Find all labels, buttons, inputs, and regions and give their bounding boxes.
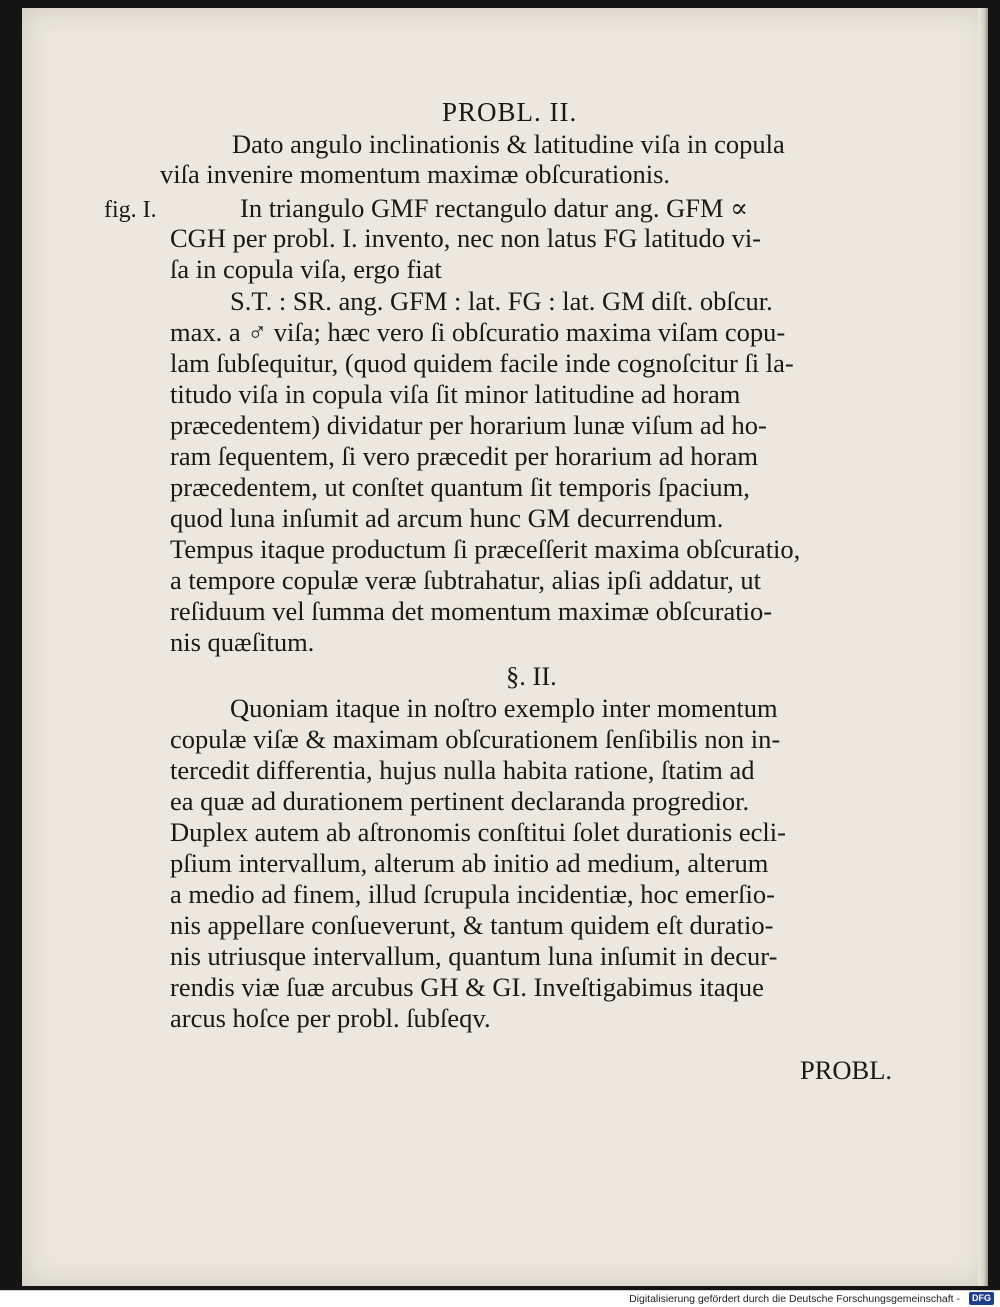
text-line-11: ram ſequentem, ſi vero præcedit per horarium ad horam [170,441,758,471]
text-line-18: Quoniam itaque in noſtro exemplo inter momentum [230,693,778,723]
text-line-20: tercedit differentia, hujus nulla habita ratione, ſtatim ad [170,755,755,785]
text-line-24: a medio ad finem, illud ſcrupula incidentiæ, hoc emerſio- [170,879,775,909]
book-page [22,8,988,1286]
page-edge-shadow [978,8,988,1286]
dfg-logo: DFG [969,1292,994,1305]
text-line-12: præcedentem, ut conſtet quantum ſit temporis ſpacium, [170,472,750,502]
text-line-4: CGH per probl. I. invento, nec non latus FG latitudo vi- [170,223,762,253]
text-line-13: quod luna inſumit ad arcum hunc GM decurrendum. [170,503,724,533]
text-line-26: nis utriusque intervallum, quantum luna inſumit in decur- [170,941,778,971]
text-line-9: titudo viſa in copula viſa ſit minor latitudine ad horam [170,379,741,409]
text-line-3: In triangulo GMF rectangulo datur ang. GFM ∝ [240,193,749,223]
text-line-22: Duplex autem ab aſtronomis conſtitui ſolet durationis ecli- [170,817,786,847]
digitization-footer [0,1290,1000,1307]
page-heading: PROBL. II. [442,97,578,127]
text-line-21: ea quæ ad durationem pertinent declaranda progredior. [170,786,750,816]
text-line-23: pſium intervallum, alterum ab initio ad medium, alterum [170,848,769,878]
text-line-27: rendis viæ ſuæ arcubus GH & GI. Inveſtigabimus itaque [170,972,764,1002]
text-line-8: lam ſubſequitur, (quod quidem facile inde cognoſcitur ſi la- [170,348,794,378]
text-line-6: S.T. : SR. ang. GFM : lat. FG : lat. GM diſt. obſcur. [230,286,773,316]
funding-credit: Digitalisierung gefördert durch die Deutsche Forschungsgemeinschaft - [629,1293,960,1305]
text-line-7: max. a ♂ viſa; hæc vero ſi obſcuratio maxima viſam copu- [170,317,786,347]
text-line-15: a tempore copulæ veræ ſubtrahatur, alias ipſi addatur, ut [170,565,762,595]
text-line-5: ſa in copula viſa, ergo fiat [170,254,442,284]
text-line-2: viſa invenire momentum maximæ obſcurationis. [160,159,671,189]
text-line-14: Tempus itaque productum ſi præceſſerit maxima obſcuratio, [170,534,801,564]
text-line-25: nis appellare conſueverunt, & tantum quidem eſt duratio- [170,910,774,940]
catchword: PROBL. [800,1055,893,1085]
section-mark: §. II. [506,661,557,691]
text-line-19: copulæ viſæ & maximam obſcurationem ſenſibilis non in- [170,724,781,754]
text-line-1: Dato angulo inclinationis & latitudine viſa in copula [232,129,785,159]
text-line-17: nis quæſitum. [170,627,315,657]
text-line-28: arcus hoſce per probl. ſubſeqv. [170,1003,491,1033]
margin-note: fig. I. [104,197,157,223]
text-line-10: præcedentem) dividatur per horarium lunæ viſum ad ho- [170,410,767,440]
text-line-16: reſiduum vel ſumma det momentum maximæ obſcuratio- [170,596,773,626]
